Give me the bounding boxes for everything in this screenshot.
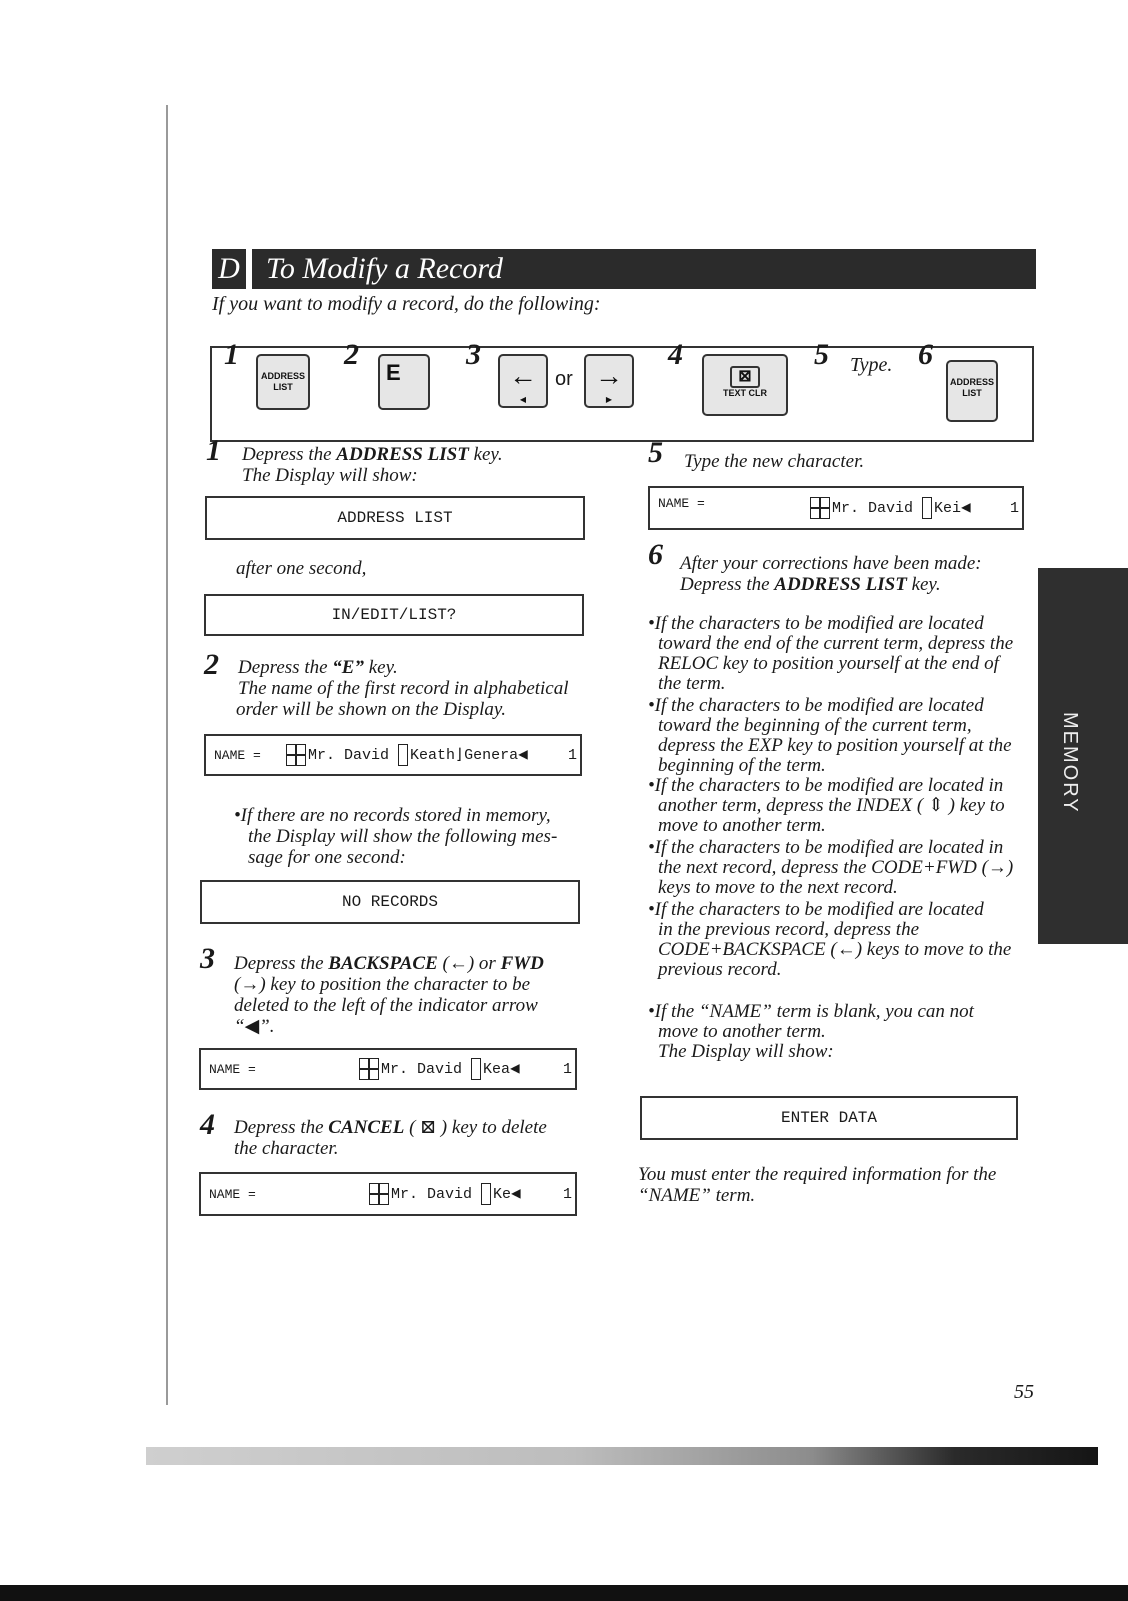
step-6-line-1: After your corrections have been made: [680,553,982,574]
step-4-line-1: Depress the CANCEL ( ⊠ ) key to delete [234,1117,547,1138]
no-records-line-3: sage for one second: [248,847,406,868]
step-6-line-2: Depress the ADDRESS LIST key. [680,574,941,595]
page-number: 55 [1014,1381,1034,1403]
step-3-line-3: deleted to the left of the indicator arrow [234,995,538,1016]
step-3-number: 3 [200,942,215,975]
step-2-line-2: The name of the first record in alphabetical [238,678,569,699]
section-title: To Modify a Record [266,252,503,285]
step-1-number: 1 [206,434,221,467]
return-mark-icon: ⌋ [455,747,465,764]
cancel-key [702,354,788,416]
strip-step-2: 2 [344,338,359,371]
step-5-text: Type the new character. [684,451,865,472]
term-separator-icon [810,497,830,519]
indicator-arrow-icon: ◀ [961,499,971,517]
strip-step-1: 1 [224,338,239,371]
display-line: Mr. David Kei◀ [810,497,971,519]
bullet-exp: •If the characters to be modified are located toward the beginning of the current term, depress the EXP key to position yourself at the beginning of the term. [648,695,1012,776]
after-one-second-text: after one second, [236,558,367,579]
display-enter-data: ENTER DATA [640,1096,1018,1140]
strip-step-4: 4 [668,338,683,371]
indicator-arrow-icon: ◀ [510,1060,520,1078]
name-label: NAME = [214,748,261,763]
cursor-box-icon [398,744,408,766]
or-text: or [555,368,573,390]
section-letter: D [212,249,246,289]
bullet-code-backspace: •If the characters to be modified are located in the previous record, depress the CODE+BACKSPACE (←) keys to move to the previous record. [648,899,1012,980]
term-separator-icon [286,744,306,766]
fwd-key [584,354,634,408]
small-left-triangle-icon: ◀ [519,395,527,404]
display-name-keath [204,734,582,776]
cancel-x-icon: ⊠ [730,366,760,388]
record-count: 1 [563,1186,573,1203]
strip-step-3: 3 [466,338,481,371]
step-2-number: 2 [204,648,219,681]
bullet-code-fwd: •If the characters to be modified are located in the next record, depress the CODE+FWD (→) keys to move to the next record. [648,837,1014,898]
display-line: Mr. David Keath⌋Genera◀ [286,744,528,766]
step-6-number: 6 [648,538,663,571]
record-count: 1 [1010,500,1020,517]
intro-text: If you want to modify a record, do the following: [212,293,601,315]
term-separator-icon [359,1058,379,1080]
cursor-box-icon [481,1183,491,1205]
address-list-key-2: ADDRESS LIST [946,360,998,422]
e-key: E [378,354,430,410]
indicator-arrow-icon: ◀ [518,746,528,764]
step-4-number: 4 [200,1108,215,1141]
display-name-kei [648,486,1024,530]
side-tab [1038,568,1128,944]
step-5-number: 5 [648,436,663,469]
bullet-index: •If the characters to be modified are located in another term, depress the INDEX ( ⇕ ) key to move to another term. [648,775,1005,836]
bullet-name-blank: •If the “NAME” term is blank, you can not move to another term. The Display will show: [648,1001,974,1062]
step-1-line-1: Depress the ADDRESS LIST key. [242,444,503,465]
final-note-line-1: You must enter the required information for the [638,1164,997,1185]
final-note-line-2: “NAME” term. [638,1185,756,1206]
no-records-line-1: •If there are no records stored in memory, [234,805,551,826]
backspace-key [498,354,548,408]
name-label: NAME = [658,496,705,511]
step-3-line-4: “◀”. [234,1016,275,1037]
margin-rule [166,105,168,1405]
indicator-arrow-icon: ◀ [511,1185,521,1203]
step-2-line-1: Depress the “E” key. [238,657,398,678]
step-1-line-2: The Display will show: [242,465,418,486]
bullet-reloc: •If the characters to be modified are located toward the end of the current term, depress the RELOC key to position yourself at the end of the term. [648,613,1014,694]
small-right-triangle-icon: ▶ [605,395,613,404]
cursor-box-icon [471,1058,481,1080]
step-4-line-2: the character. [234,1138,339,1159]
display-no-records: NO RECORDS [200,880,580,924]
type-instruction: Type. [850,354,893,376]
step-2-line-3: order will be shown on the Display. [236,699,507,720]
step-3-line-2: (→) key to position the character to be [234,974,531,995]
display-in-edit-list: IN/EDIT/LIST? [204,594,584,636]
step-3-line-1: Depress the BACKSPACE (←) or FWD [234,953,544,974]
name-label: NAME = [209,1062,256,1077]
display-name-kea [199,1048,577,1090]
display-line: Mr. David Ke◀ [369,1183,521,1205]
term-separator-icon [369,1183,389,1205]
display-line: Mr. David Kea◀ [359,1058,520,1080]
left-arrow-icon: ← [509,360,537,391]
strip-step-6: 6 [918,338,933,371]
address-list-key: ADDRESS LIST [256,354,310,410]
display-address-list: ADDRESS LIST [205,496,585,540]
bottom-band [146,1447,1098,1465]
cancel-key-label: TEXT CLR [723,388,767,398]
cursor-box-icon [922,497,932,519]
name-label: NAME = [209,1187,256,1202]
record-count: 1 [563,1061,573,1078]
right-arrow-icon: → [595,360,623,391]
page-bottom-bar [0,1585,1128,1601]
strip-step-5: 5 [814,338,829,371]
record-count: 1 [568,747,578,764]
display-name-ke [199,1172,577,1216]
no-records-line-2: the Display will show the following mes- [248,826,558,847]
side-tab-label: MEMORY [1059,712,1081,814]
